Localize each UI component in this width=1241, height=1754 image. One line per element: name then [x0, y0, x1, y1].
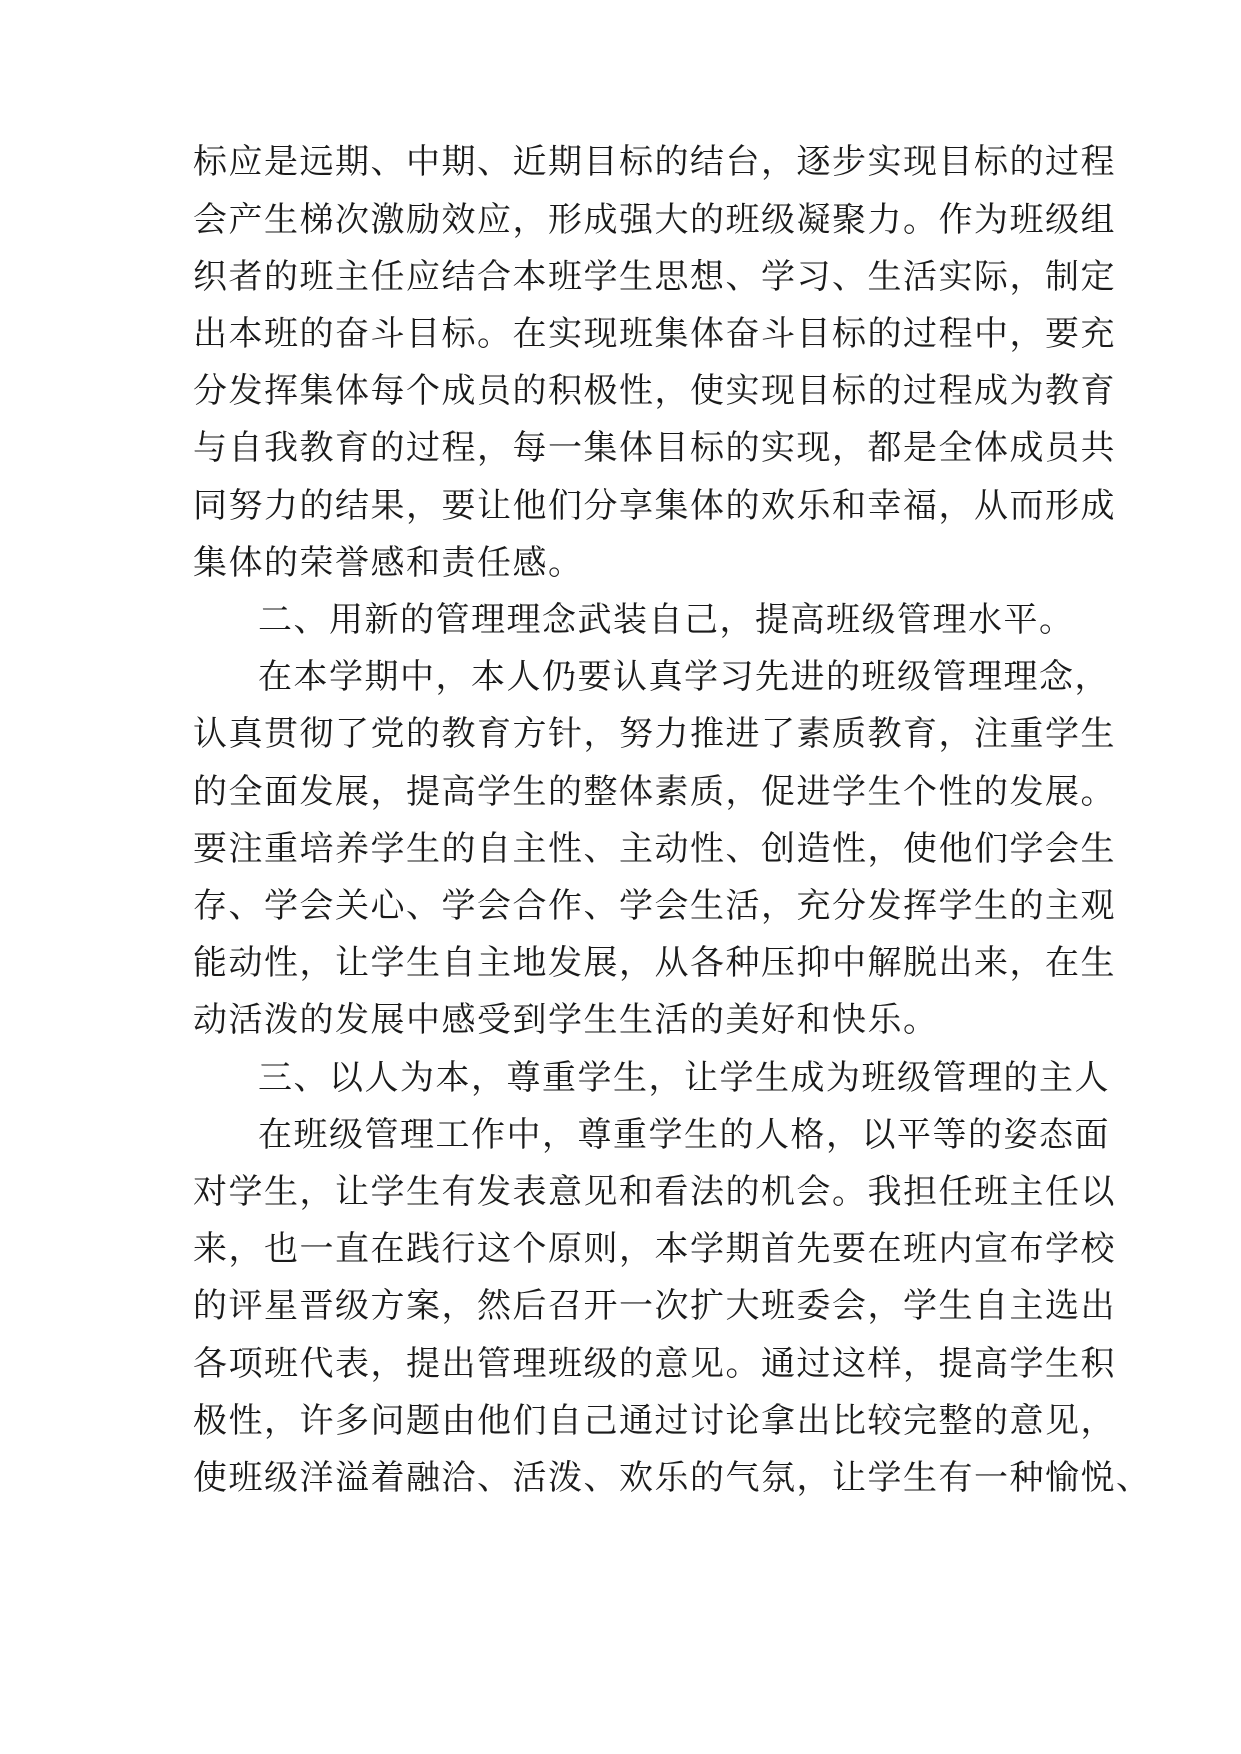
paragraph-first-line: 在本学期中，本人仍要认真学习先进的班级管理理念，	[258, 657, 1110, 697]
text-line: 存、学会关心、学会合作、学会生活，充分发挥学生的主观	[193, 886, 1116, 926]
text-line: 与自我教育的过程，每一集体目标的实现，都是全体成员共	[193, 428, 1116, 468]
text-line: 出本班的奋斗目标。在实现班集体奋斗目标的过程中，要充	[193, 314, 1116, 354]
text-line: 对学生，让学生有发表意见和看法的机会。我担任班主任以	[193, 1172, 1116, 1212]
text-line: 分发挥集体每个成员的积极性，使实现目标的过程成为教育	[193, 371, 1116, 411]
text-line: 要注重培养学生的自主性、主动性、创造性，使他们学会生	[193, 829, 1116, 869]
text-line: 会产生梯次激励效应，形成强大的班级凝聚力。作为班级组	[193, 200, 1116, 240]
section-heading: 二、用新的管理理念武装自己，提高班级管理水平。	[258, 600, 1075, 640]
section-heading: 三、以人为本，尊重学生，让学生成为班级管理的主人	[258, 1058, 1110, 1098]
text-line: 使班级洋溢着融洽、活泼、欢乐的气氛，让学生有一种愉悦、	[193, 1458, 1152, 1498]
text-line: 认真贯彻了党的教育方针，努力推进了素质教育，注重学生	[193, 714, 1116, 754]
text-line: 同努力的结果，要让他们分享集体的欢乐和幸福，从而形成	[193, 486, 1116, 526]
text-line: 来，也一直在践行这个原则，本学期首先要在班内宣布学校	[193, 1229, 1116, 1269]
text-line: 能动性，让学生自主地发展，从各种压抑中解脱出来，在生	[193, 943, 1116, 983]
text-line: 的评星晋级方案，然后召开一次扩大班委会，学生自主选出	[193, 1286, 1116, 1326]
text-line: 织者的班主任应结合本班学生思想、学习、生活实际，制定	[193, 257, 1116, 297]
text-line: 标应是远期、中期、近期目标的结台，逐步实现目标的过程	[193, 142, 1116, 182]
text-line: 极性，许多问题由他们自己通过讨论拿出比较完整的意见，	[193, 1401, 1116, 1441]
text-line: 的全面发展，提高学生的整体素质，促进学生个性的发展。	[193, 772, 1116, 812]
text-line: 各项班代表，提出管理班级的意见。通过这样，提高学生积	[193, 1344, 1116, 1384]
text-line: 集体的荣誉感和责任感。	[193, 543, 584, 583]
paragraph-first-line: 在班级管理工作中，尊重学生的人格，以平等的姿态面	[258, 1115, 1110, 1155]
text-line: 动活泼的发展中感受到学生生活的美好和快乐。	[193, 1000, 939, 1040]
